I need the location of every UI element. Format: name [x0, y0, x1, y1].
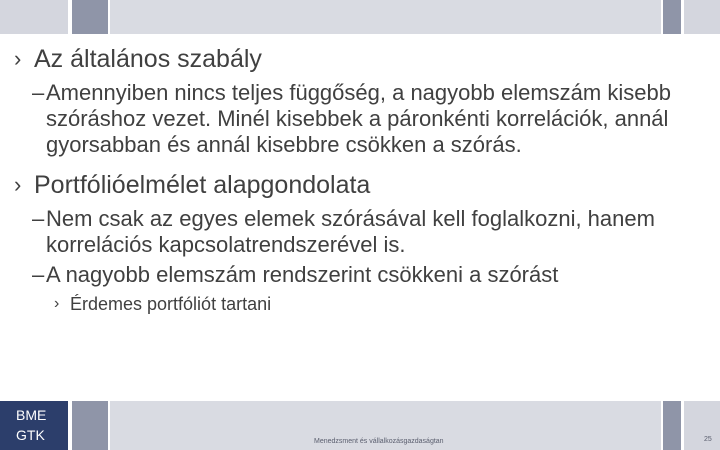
top-decor-bar	[0, 0, 720, 34]
bullet-level2	[32, 262, 714, 288]
chevron-right-icon: ›	[54, 295, 60, 312]
dash-marker: –	[32, 262, 45, 287]
dash-marker: –	[32, 80, 45, 105]
bottom-decor-block-5	[684, 401, 720, 450]
dash-marker: –	[32, 206, 45, 231]
top-decor-block-3	[110, 0, 661, 34]
bullet-level3	[54, 292, 714, 316]
chevron-right-icon: ›	[14, 172, 22, 197]
bme-gtk-logo	[0, 401, 68, 450]
logo-line-1: BME	[16, 407, 47, 423]
top-decor-block-4	[663, 0, 681, 34]
bullet-text: Amennyiben nincs teljes függőség, a nagyobb elemszám kisebb szóráshoz vezet. Minél kisebbek a páronkénti korrelációk, annál gyorsabban és annál kisebbre csökken a szórás.	[46, 80, 671, 157]
top-decor-block-1	[0, 0, 68, 34]
top-decor-block-2	[72, 0, 108, 34]
top-decor-block-5	[684, 0, 720, 34]
bottom-decor-block-4	[663, 401, 681, 450]
bullet-level1	[14, 170, 714, 200]
bullet-level2	[32, 80, 714, 158]
bullet-text: A nagyobb elemszám rendszerint csökkeni a szórást	[46, 262, 559, 287]
bullet-text: Az általános szabály	[34, 45, 262, 73]
logo-line-2: GTK	[16, 427, 45, 443]
footer-course-title: Menedzsment és vállalkozásgazdaságtan	[314, 438, 444, 445]
bullet-text: Érdemes portfóliót tartani	[70, 294, 272, 314]
chevron-right-icon: ›	[14, 46, 22, 71]
slide-content	[14, 44, 714, 316]
bullet-level2	[32, 206, 714, 258]
bottom-decor-block-2	[72, 401, 108, 450]
bullet-level1	[14, 44, 714, 74]
bullet-text: Nem csak az egyes elemek szórásával kell foglalkozni, hanem korrelációs kapcsolatrendszerével is.	[46, 206, 655, 257]
page-number: 25	[704, 436, 712, 443]
bullet-text: Portfólióelmélet alapgondolata	[34, 171, 371, 199]
